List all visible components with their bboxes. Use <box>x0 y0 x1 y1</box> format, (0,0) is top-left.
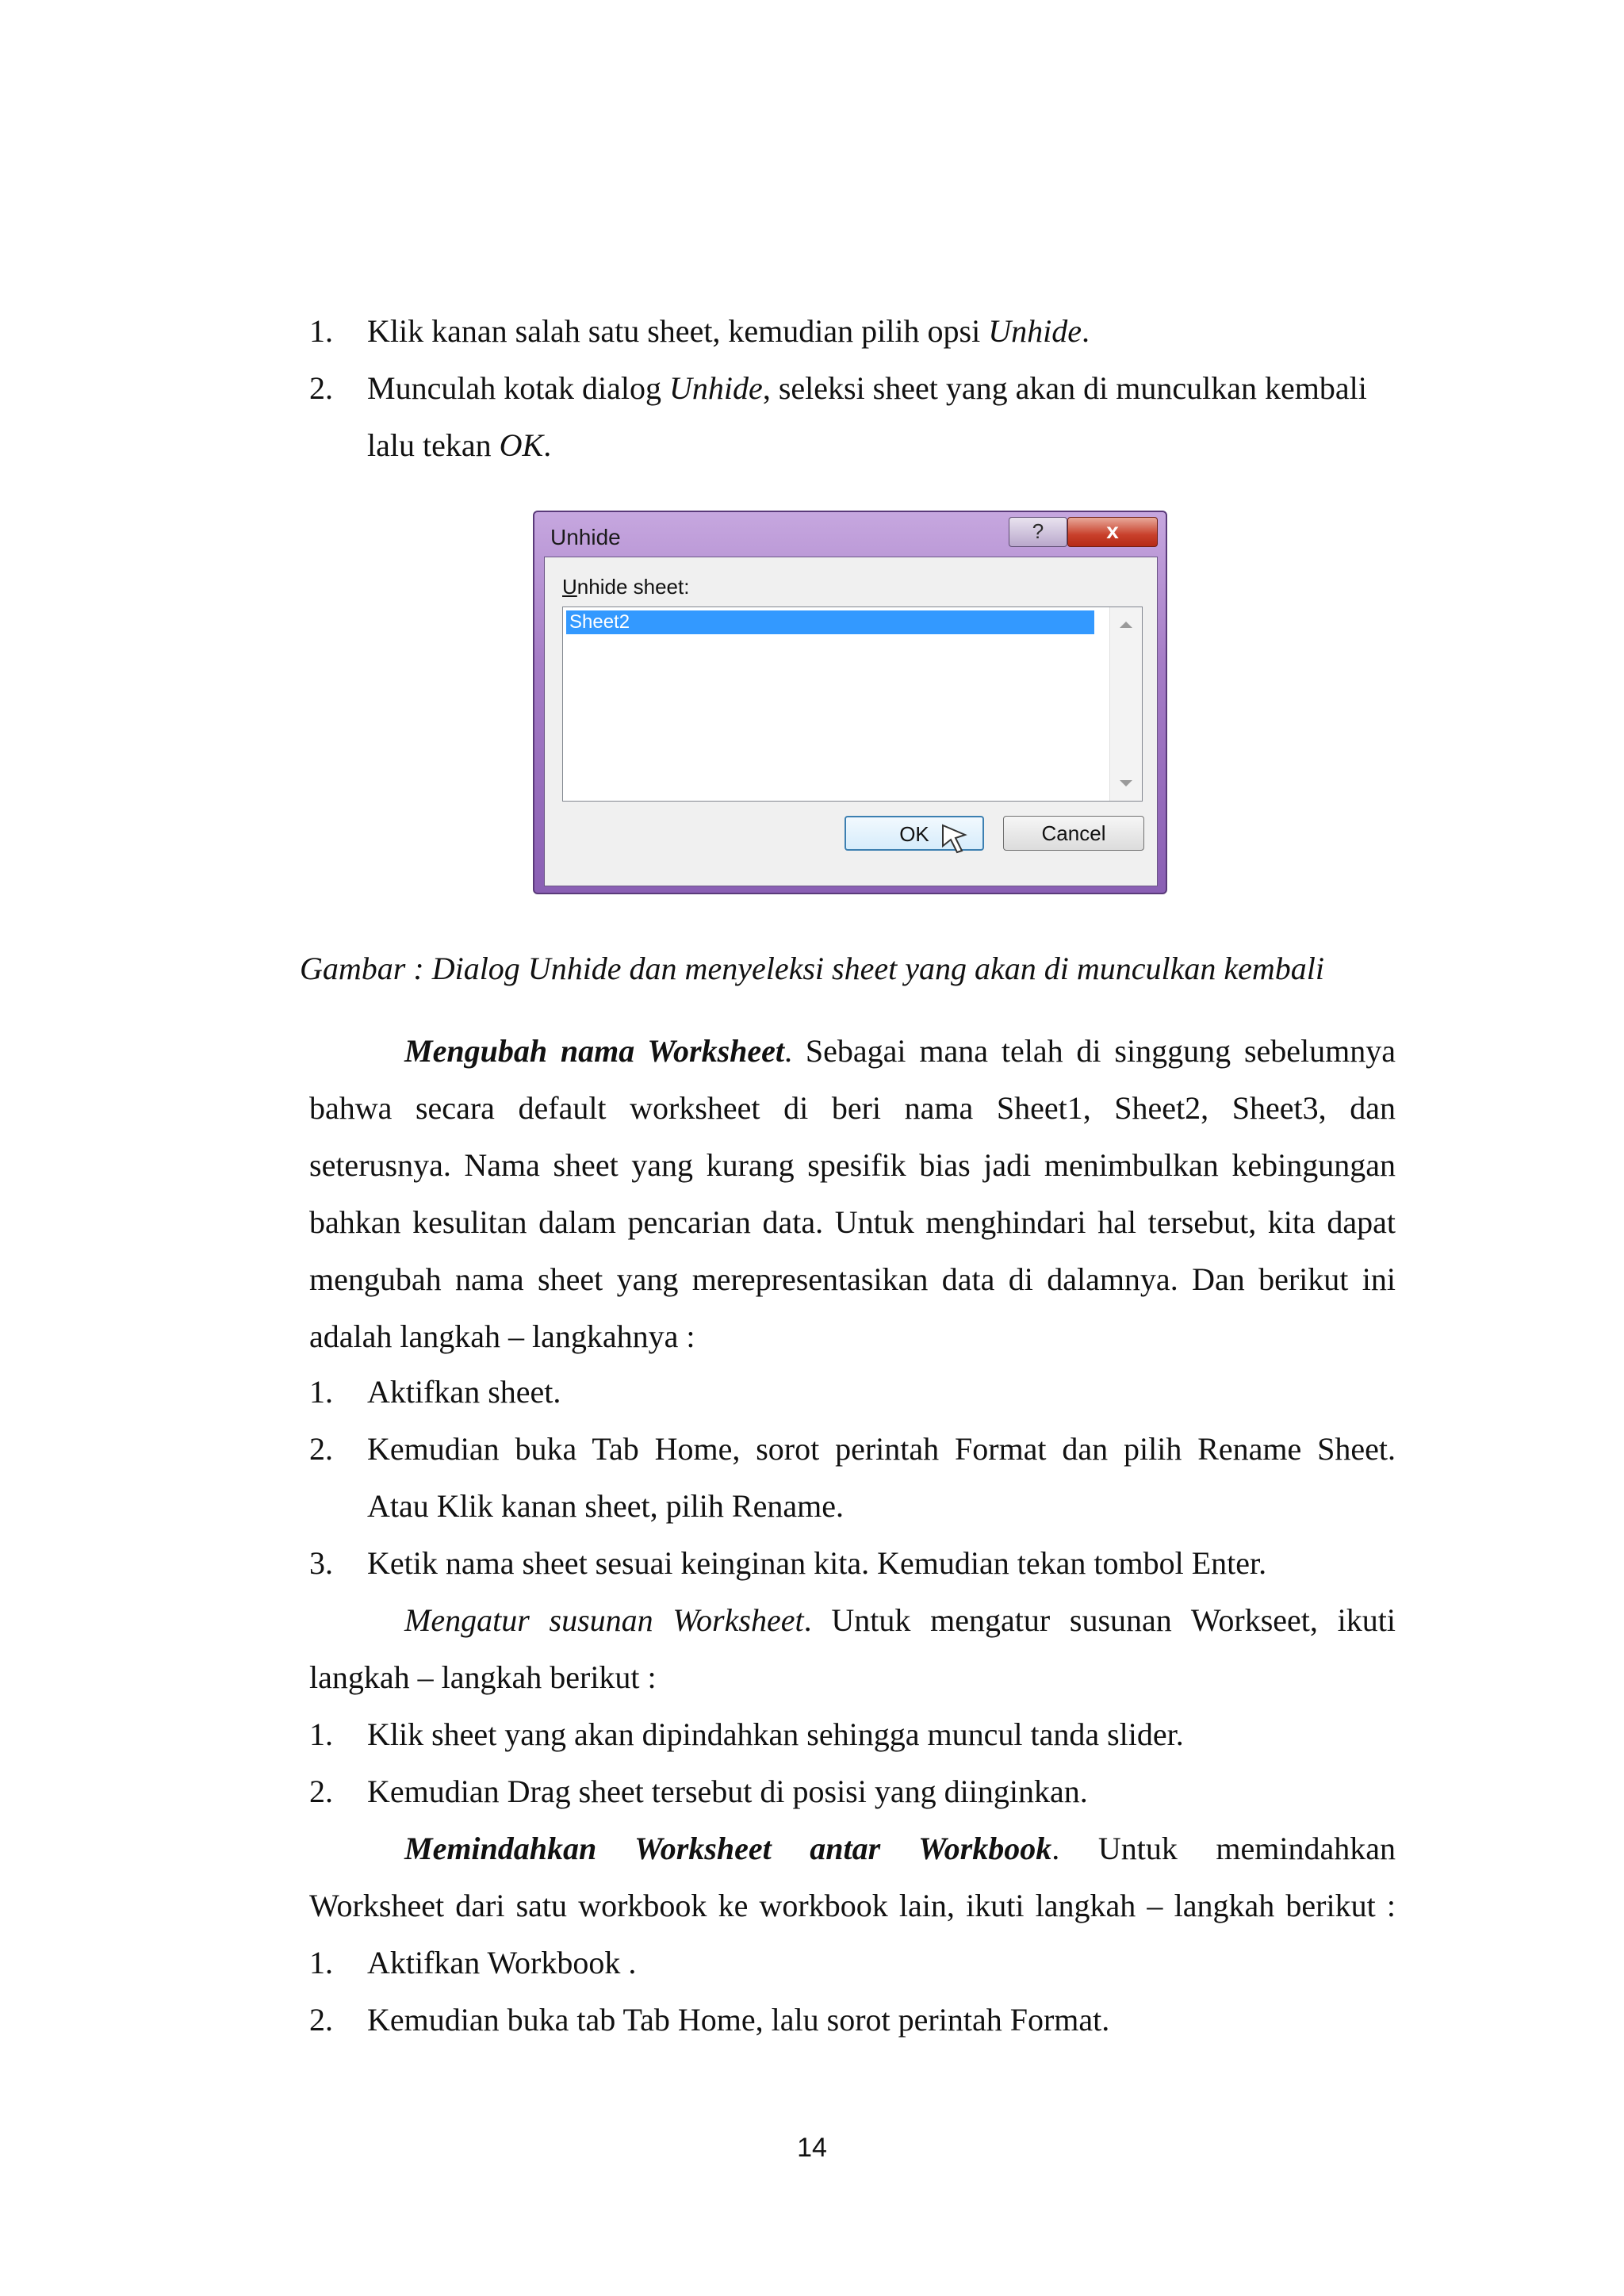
list-item-sheet2[interactable]: Sheet2 <box>566 610 1094 634</box>
list-text: Klik kanan salah satu sheet, kemudian pilih opsi Unhide. <box>367 313 1090 349</box>
ok-button[interactable]: OK <box>845 816 984 851</box>
list-number: 2. <box>309 370 333 406</box>
sheet-listbox[interactable] <box>562 607 1143 802</box>
listbox-scrollbar[interactable] <box>1109 607 1142 801</box>
page-number: 14 <box>797 2133 827 2163</box>
close-button[interactable]: x <box>1067 517 1158 547</box>
scroll-up-icon[interactable] <box>1120 622 1132 628</box>
cancel-button[interactable]: Cancel <box>1003 816 1144 851</box>
unhide-sheet-label: Unhide sheet: <box>562 575 690 599</box>
dialog-title: Unhide <box>550 525 621 549</box>
figure-caption: Gambar : Dialog Unhide dan menyeleksi sheet yang akan di munculkan kembali <box>300 951 1324 986</box>
dialog-body <box>544 557 1158 886</box>
list-text: lalu tekan OK. <box>367 427 552 463</box>
document-page: 1. Klik kanan salah satu sheet, kemudian pilih opsi Unhide. 2. Munculah kotak dialog Unhide, seleksi sheet yang akan di munculkan kembali lalu tekan OK. Unhide ? x Unhide sheet: Sheet2 OK Cancel Gambar : Dialog Unhide dan menyeleksi sheet yang akan di munculkan kembali Mengubah nama Worksheet. Sebagai mana telah di singgung sebelumnya bahwa secara default worksheet di beri nama Sheet1, Sheet2, Sheet3, dan seterusnya. Nama sheet yang kurang spesifik bias jadi menimbulkan kebingungan bahkan kesulitan dalam pencarian data. Untuk menghindari hal tersebut, kita dapat mengubah nama sheet yang merepresentasikan data di dalamnya. Dan berikut ini adalah langkah – langkahnya : 1. Aktifkan sheet. 2. Kemudian buka Tab Home, sorot perintah Format dan pilih Rename Sheet. Atau Klik kanan sheet, pilih Rename. 3. Ketik nama sheet sesuai keinginan kita. Kemudian tekan tombol Enter. Mengatur susunan Worksheet. Untuk mengatur susunan Workseet, ikuti langkah – langkah berikut : 1. Klik sheet yang akan dipindahkan sehingga muncul tanda slider. 2. Kemudian Drag sheet tersebut di posisi yang diinginkan. Memindahkan Worksheet antar Workbook. Untuk memindahkan Worksheet dari satu workbook ke workbook lain, ikuti langkah – langkah berikut : 1. Aktifkan Workbook . 2. Kemudian buka tab Tab Home, lalu sorot perintah Format. 14 <box>0 0 1624 2296</box>
list-number: 1. <box>309 313 333 349</box>
list-text: Munculah kotak dialog Unhide, seleksi sheet yang akan di munculkan kembali <box>367 370 1367 406</box>
unhide-dialog-figure <box>533 511 1167 894</box>
help-button[interactable]: ? <box>1009 517 1067 547</box>
mouse-cursor-icon <box>941 822 970 854</box>
scroll-down-icon[interactable] <box>1120 780 1132 786</box>
